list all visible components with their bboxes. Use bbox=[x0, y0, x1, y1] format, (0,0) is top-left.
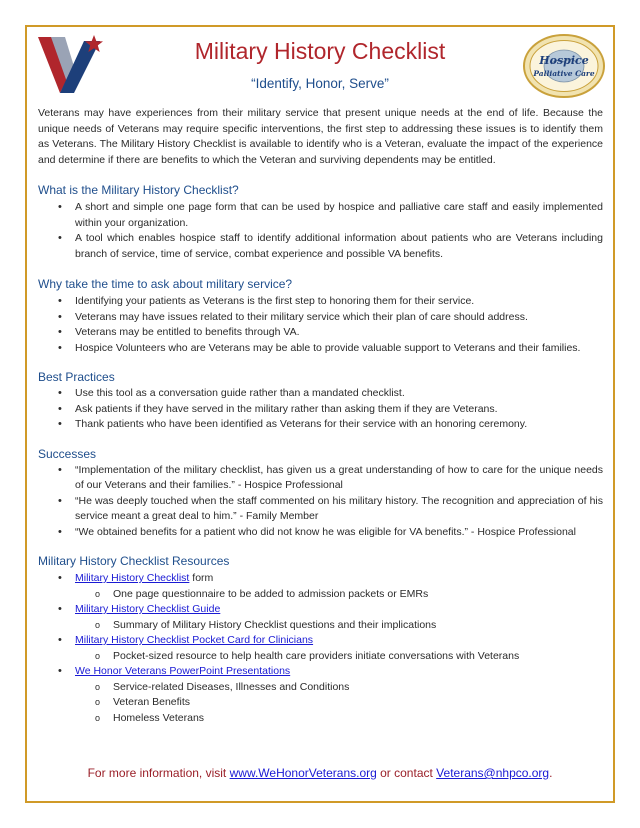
resource-item bbox=[38, 633, 603, 649]
footer-prefix: For more information, visit bbox=[87, 766, 230, 780]
list-item: • Thank patients who have been identified as Veterans for their service with an honoring ceremony. bbox=[38, 417, 603, 433]
seal-icon bbox=[521, 33, 607, 99]
list-item: • A tool which enables hospice staff to identify additional information about patients who are Veterans including branch of service, time of service, combat experience and possible VA benefits. bbox=[38, 231, 603, 262]
list-item: • “Implementation of the military checklist, has given us a great understanding of how to care for the unique needs of our Veterans and their families.” - Hospice Professional bbox=[38, 463, 603, 494]
resource-item bbox=[38, 602, 603, 618]
content bbox=[38, 106, 603, 726]
section-heading: What is the Military History Checklist? bbox=[38, 183, 239, 197]
list-item: • Veterans may be entitled to benefits through VA. bbox=[38, 325, 603, 341]
section-best-practices bbox=[38, 369, 603, 433]
list-item: • Identifying your patients as Veterans is the first step to honoring them for their service. bbox=[38, 294, 603, 310]
resource-subitem: o Veteran Benefits bbox=[38, 695, 603, 711]
list-item: • A short and simple one page form that can be used by hospice and palliative care staff and easily implemented within your organization. bbox=[38, 200, 603, 231]
seal-text-hospice: Hospice bbox=[539, 54, 589, 67]
pocket-card-link[interactable]: Military History Checklist Pocket Card for Clinicians bbox=[75, 634, 314, 646]
section-resources bbox=[38, 553, 603, 726]
resource-subitem: o Homeless Veterans bbox=[38, 711, 603, 727]
list-item: • Ask patients if they have served in the military rather than asking them if they are Veterans. bbox=[38, 402, 603, 418]
list-item: • Veterans may have issues related to their military service which their plan of care should address. bbox=[38, 310, 603, 326]
resource-suffix: form bbox=[189, 572, 214, 584]
checklist-guide-link[interactable]: Military History Checklist Guide bbox=[75, 603, 221, 615]
bullet-list bbox=[38, 386, 603, 433]
bullet-list bbox=[38, 294, 603, 356]
resource-list bbox=[38, 571, 603, 726]
website-link[interactable]: www.WeHonorVeterans.org bbox=[229, 766, 377, 780]
hospice-palliative-care-seal bbox=[521, 33, 607, 99]
bullet-list bbox=[38, 200, 603, 262]
resource-item bbox=[38, 664, 603, 680]
list-item: • Use this tool as a conversation guide rather than a mandated checklist. bbox=[38, 386, 603, 402]
section-successes bbox=[38, 446, 603, 541]
list-item: • “We obtained benefits for a patient who did not know he was eligible for VA benefits.” - Hospice Professional bbox=[38, 525, 603, 541]
resource-subitem: o Summary of Military History Checklist questions and their implications bbox=[38, 618, 603, 634]
page-title: Military History Checklist bbox=[194, 38, 446, 64]
list-item: • “He was deeply touched when the staff commented on his military history. The recognition and appreciation of his service meant a great deal to him.” - Family Member bbox=[38, 494, 603, 525]
section-heading: Best Practices bbox=[38, 370, 115, 384]
footer bbox=[0, 765, 640, 781]
section-heading: Why take the time to ask about military service? bbox=[38, 277, 293, 291]
section-what-is bbox=[38, 182, 603, 262]
military-history-checklist-link[interactable]: Military History Checklist bbox=[75, 572, 190, 584]
resource-subitem: o Service-related Diseases, Illnesses and Conditions bbox=[38, 680, 603, 696]
seal-text-palliative-care: Palliative Care bbox=[533, 69, 595, 78]
footer-suffix: . bbox=[549, 766, 553, 780]
powerpoint-presentations-link[interactable]: We Honor Veterans PowerPoint Presentations bbox=[75, 665, 291, 677]
email-link[interactable]: Veterans@nhpco.org bbox=[436, 766, 550, 780]
section-heading: Successes bbox=[38, 446, 97, 461]
resource-item bbox=[38, 571, 603, 587]
footer-middle: or contact bbox=[376, 766, 437, 780]
tagline: “Identify, Honor, Serve” bbox=[251, 76, 389, 91]
resource-subitem: o Pocket-sized resource to help health care providers initiate conversations with Veterans bbox=[38, 649, 603, 665]
section-why-ask bbox=[38, 276, 603, 356]
section-heading: Military History Checklist Resources bbox=[38, 554, 230, 568]
intro-paragraph: Veterans may have experiences from their military service that present unique needs at the end of life. Because the unique needs of Veterans may require specific interventions, the first step to addressing these issues is to identify them as Veterans. The Military History Checklist is available to identify who is a Veteran, evaluate the impact of the experience and determine if there are benefits to which the Veteran and surviving dependents may be entitled. bbox=[38, 107, 603, 166]
list-item: • Hospice Volunteers who are Veterans may be able to provide valuable support to Veterans and their families. bbox=[38, 341, 603, 357]
resource-subitem: o One page questionnaire to be added to admission packets or EMRs bbox=[38, 587, 603, 603]
bullet-list bbox=[38, 463, 603, 541]
